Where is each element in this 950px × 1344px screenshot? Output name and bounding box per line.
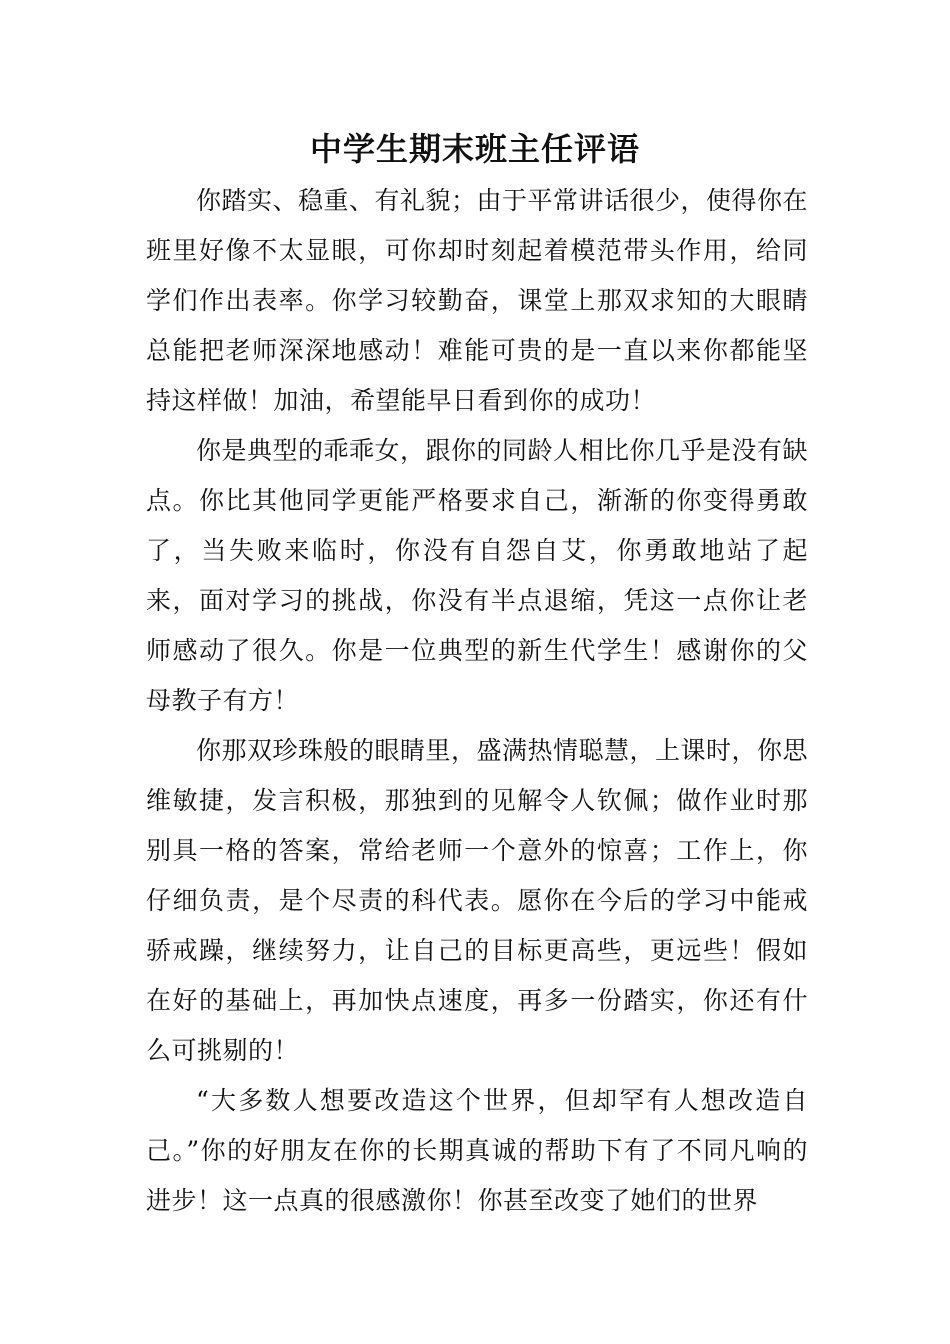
paragraph-2: 你是典型的乖乖女，跟你的同龄人相比你几乎是没有缺点。你比其他同学更能严格要求自己，渐渐的你变得勇敢了，当失败来临时，你没有自怨自艾，你勇敢地站了起来，面对学习的挑战，你没有半点退缩，凭这一点你让老师感动了很久。你是一位典型的新生代学生！感谢你的父母教子有方！ — [146, 436, 809, 715]
document-title: 中学生期末班主任评语 — [309, 130, 640, 168]
paragraph-3: 你那双珍珠般的眼睛里，盛满热情聪慧，上课时，你思维敏捷，发言积极，那独到的见解令人钦佩；做作业时那别具一格的答案，常给老师一个意外的惊喜；工作上，你仔细负责，是个尽责的科代表。愿你在今后的学习中能戒骄戒躁，继续努力，让自己的目标更高些，更远些！假如在好的基础上，再加快点速度，再多一份踏实，你还有什么可挑剔的！ — [146, 736, 809, 1065]
document-body — [146, 176, 808, 1226]
paragraph-1: 你踏实、稳重、有礼貌；由于平常讲话很少，使得你在班里好像不太显眼，可你却时刻起着模范带头作用，给同学们作出表率。你学习较勤奋，课堂上那双求知的大眼睛总能把老师深深地感动！难能可贵的是一直以来你都能坚持这样做！加油，希望能早日看到你的成功！ — [146, 186, 809, 415]
paragraph-4: “大多数人想要改造这个世界，但却罕有人想改造自己。”你的好朋友在你的长期真诚的帮助下有了不同凡响的进步！这一点真的很感激你！你甚至改变了她们的世界 — [146, 1086, 808, 1215]
